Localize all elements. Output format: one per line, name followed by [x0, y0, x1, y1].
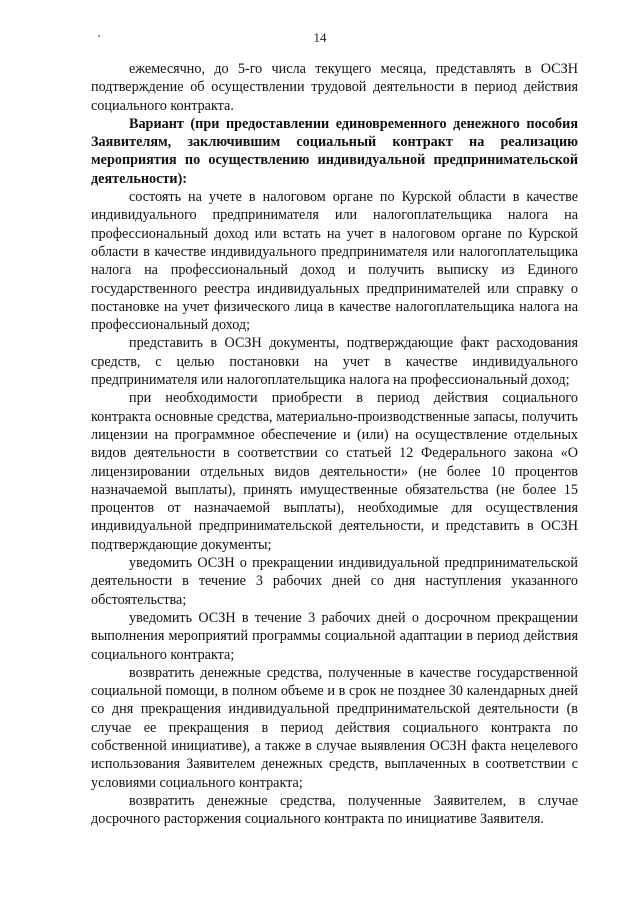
paragraph-return-funds: возвратить денежные средства, полученные в качестве государственной социальной помощи, в полном объеме и в срок не позднее 30 календарных дней со дня прекращения индивидуальной предпринимательской деятельности (в случае ее прекращения в период действия социального контракта по собственной инициативе), а также в случае выявления ОСЗН факта нецелевого использования Заявителем денежных средств, выплаченных в соответствии с условиями социального контракта; [91, 664, 578, 791]
paragraph-tax-registration: состоять на учете в налоговом органе по Курской области в качестве индивидуального предпринимателя или налогоплательщика налога на профессиональный доход или встать на учет в налоговом органе по Курской области в качестве индивидуального предпринимателя или налогоплательщика налога на профессиональный доход и получить выписку из Единого государственного реестра индивидуальных предпринимателей или справку о постановке на учет физического лица в качестве налогоплательщика налога на профессиональный доход; [91, 189, 578, 334]
paragraph-expense-documents: представить в ОСЗН документы, подтверждающие факт расходования средств, с целью постановки на учет в качестве индивидуального предпринимателя или налогоплательщика налога на профессиональный доход; [91, 335, 578, 389]
paragraph-acquire-assets: при необходимости приобрести в период действия социального контракта основные средства, материально-производственные запасы, получить лицензии на программное обеспечение и (или) на осуществление отдельных видов деятельности в соответствии со статьей 12 Федерального закона «О лицензировании отдельных видов деятельности» (не более 10 процентов назначаемой выплаты), принять имущественные обязательства (не более 15 процентов от назначаемой выплаты), необходимые для осуществления индивидуальной предпринимательской деятельности, и представить в ОСЗН подтверждающие документы; [91, 390, 578, 553]
paragraph-monthly-report: ежемесячно, до 5-го числа текущего месяца, представлять в ОСЗН подтверждение об осуществлении трудовой деятельности в период действия социального контракта. [91, 61, 578, 114]
paragraph-notify-termination: уведомить ОСЗН о прекращении индивидуальной предпринимательской деятельности в течение 3 рабочих дней со дня наступления указанного обстоятельства; [91, 555, 578, 608]
paragraph-return-funds-early: возвратить денежные средства, полученные Заявителем, в случае досрочного расторжения социального контракта по инициативе Заявителя. [91, 792, 578, 828]
document-body [91, 60, 578, 828]
paragraph-notify-early-termination: уведомить ОСЗН в течение 3 рабочих дней о досрочном прекращении выполнения мероприятий программы социальной адаптации в период действия социального контракта; [91, 609, 578, 663]
paragraph-variant-heading: Вариант (при предоставлении единовременного денежного пособия Заявителям, заключившим социальный контракт на реализацию мероприятия по осуществлению индивидуальной предпринимательской деятельности): [91, 115, 578, 187]
page-number: 14 [313, 30, 327, 45]
